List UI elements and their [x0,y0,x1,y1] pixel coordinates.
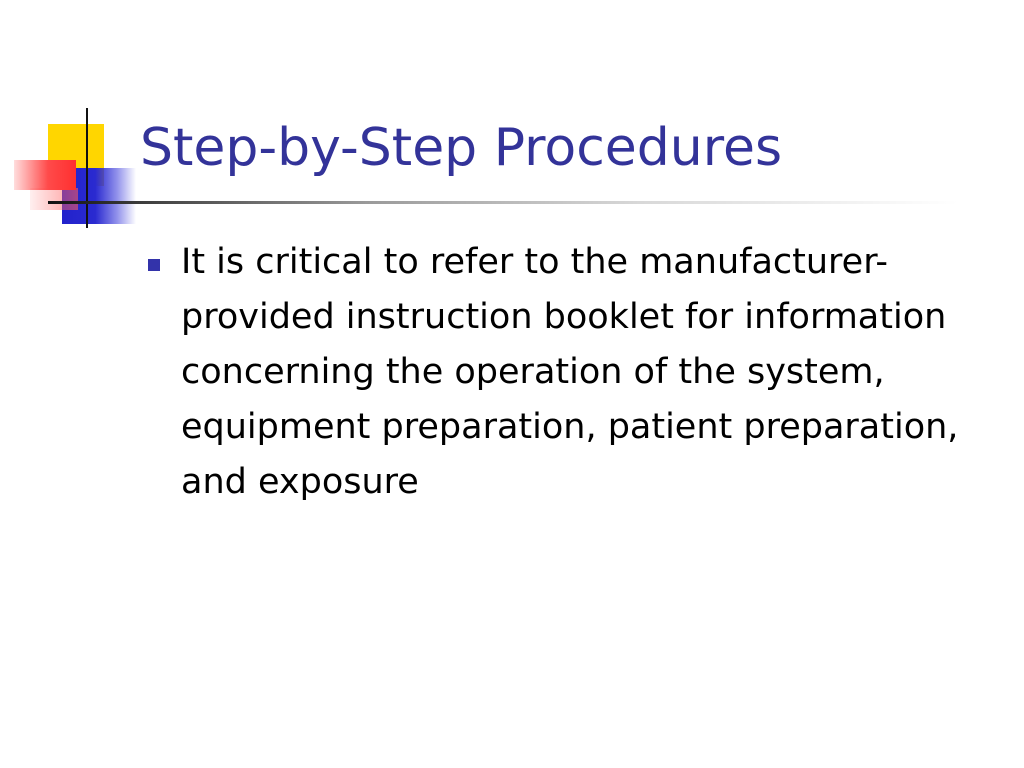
decorative-red-glow [30,188,78,210]
bullet-text: It is critical to refer to the manufacturer-provided instruction booklet for information concerning the operation of the system, equipment preparation, patient preparation, and exposure [181,242,959,502]
decorative-vertical-line [86,108,88,228]
square-bullet-icon [148,259,160,271]
decorative-red-bar [14,160,76,190]
bullet-item [148,235,978,510]
slide-title: Step-by-Step Procedures [140,118,783,178]
bullet-list [148,235,978,510]
title-underline [48,201,958,204]
